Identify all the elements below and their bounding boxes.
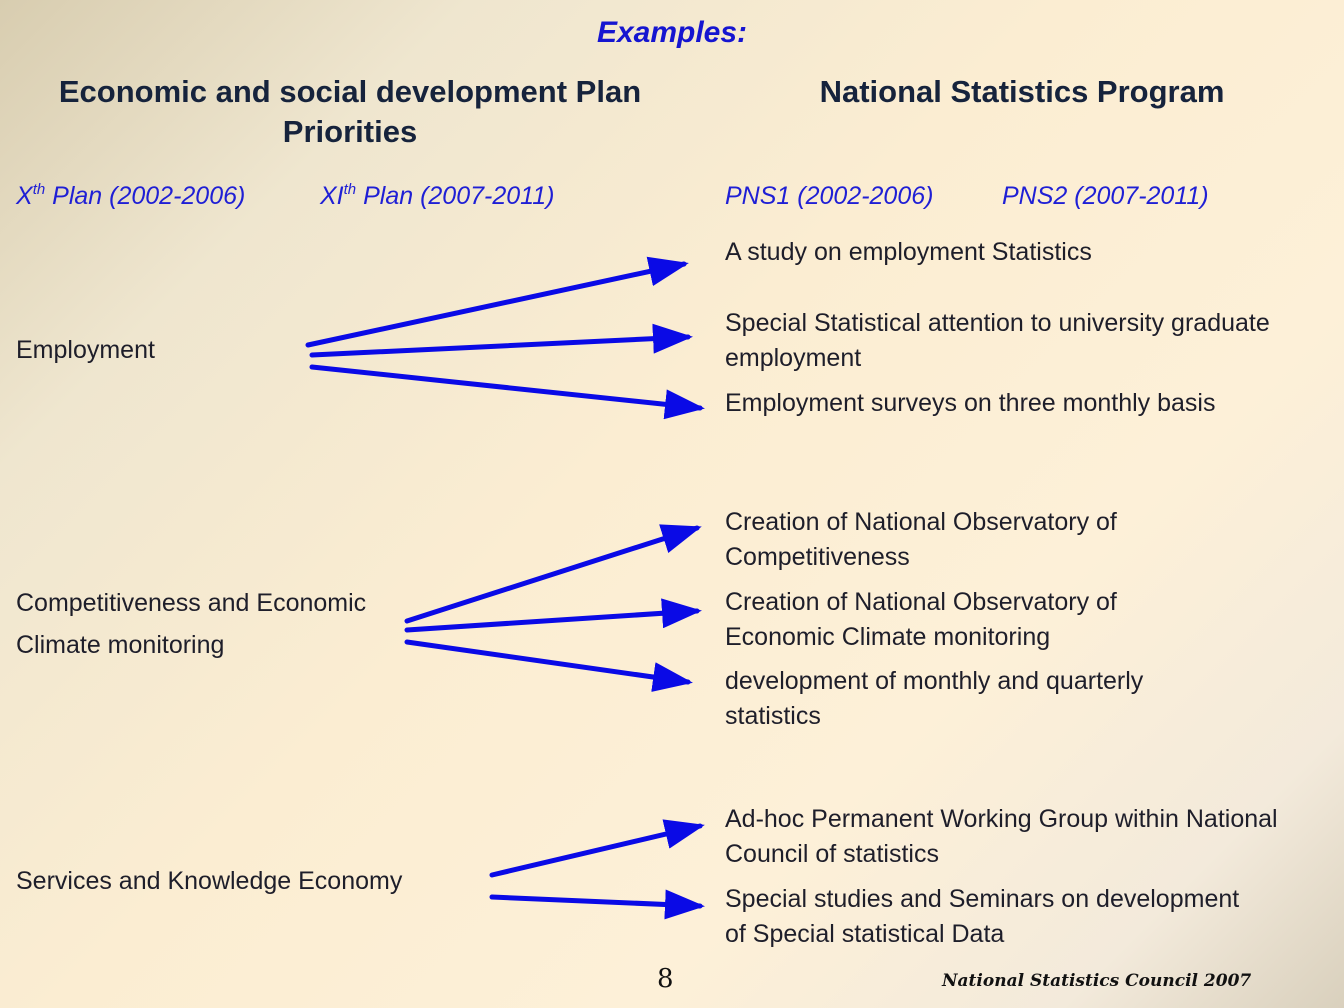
arrow-services-studies (492, 897, 700, 906)
program-graduate-employment: Special Statistical attention to university graduate employment (725, 309, 1270, 372)
arrow-competitiveness-observatory (407, 528, 697, 621)
arrow-competitiveness-climate (407, 611, 697, 630)
pns2-label: PNS2 (2007-2011) (1002, 182, 1209, 210)
priority-employment: Employment (16, 336, 155, 364)
arrow-services-working-group (492, 826, 700, 875)
left-column-heading: Economic and social development Plan Priorities (58, 74, 642, 149)
priority-competitiveness-line1: Competitiveness and Economic (16, 589, 367, 617)
priority-competitiveness-line2: Climate monitoring (16, 631, 225, 659)
right-column-heading: National Statistics Program (819, 74, 1225, 109)
slide-title: Examples: (596, 16, 748, 49)
program-employment-study: A study on employment Statistics (725, 238, 1092, 266)
program-monthly-quarterly-statistics: development of monthly and quarterly statistics (725, 667, 1144, 730)
program-working-group: Ad-hoc Permanent Working Group within National Council of statistics (725, 805, 1278, 868)
program-employment-surveys: Employment surveys on three monthly basis (725, 389, 1216, 417)
arrow-employment-graduate (312, 337, 688, 355)
program-special-studies: Special studies and Seminars on development of Special statistical Data (725, 885, 1240, 948)
program-observatory-competitiveness: Creation of National Observatory of Competitiveness (725, 508, 1117, 571)
xith-plan-label: XIth Plan (2007-2011) (320, 181, 555, 210)
priority-services: Services and Knowledge Economy (16, 867, 403, 895)
pns1-label: PNS1 (2002-2006) (725, 182, 934, 210)
arrow-employment-surveys (312, 367, 700, 408)
page-number: 8 (657, 964, 674, 994)
footer-organization: National Statistics Council 2007 (942, 971, 1252, 991)
arrow-competitiveness-statistics (407, 642, 688, 682)
program-observatory-economic-climate: Creation of National Observatory of Economic Climate monitoring (725, 588, 1117, 651)
xth-plan-label: Xth Plan (2002-2006) (16, 181, 246, 210)
arrow-employment-study (308, 264, 684, 345)
